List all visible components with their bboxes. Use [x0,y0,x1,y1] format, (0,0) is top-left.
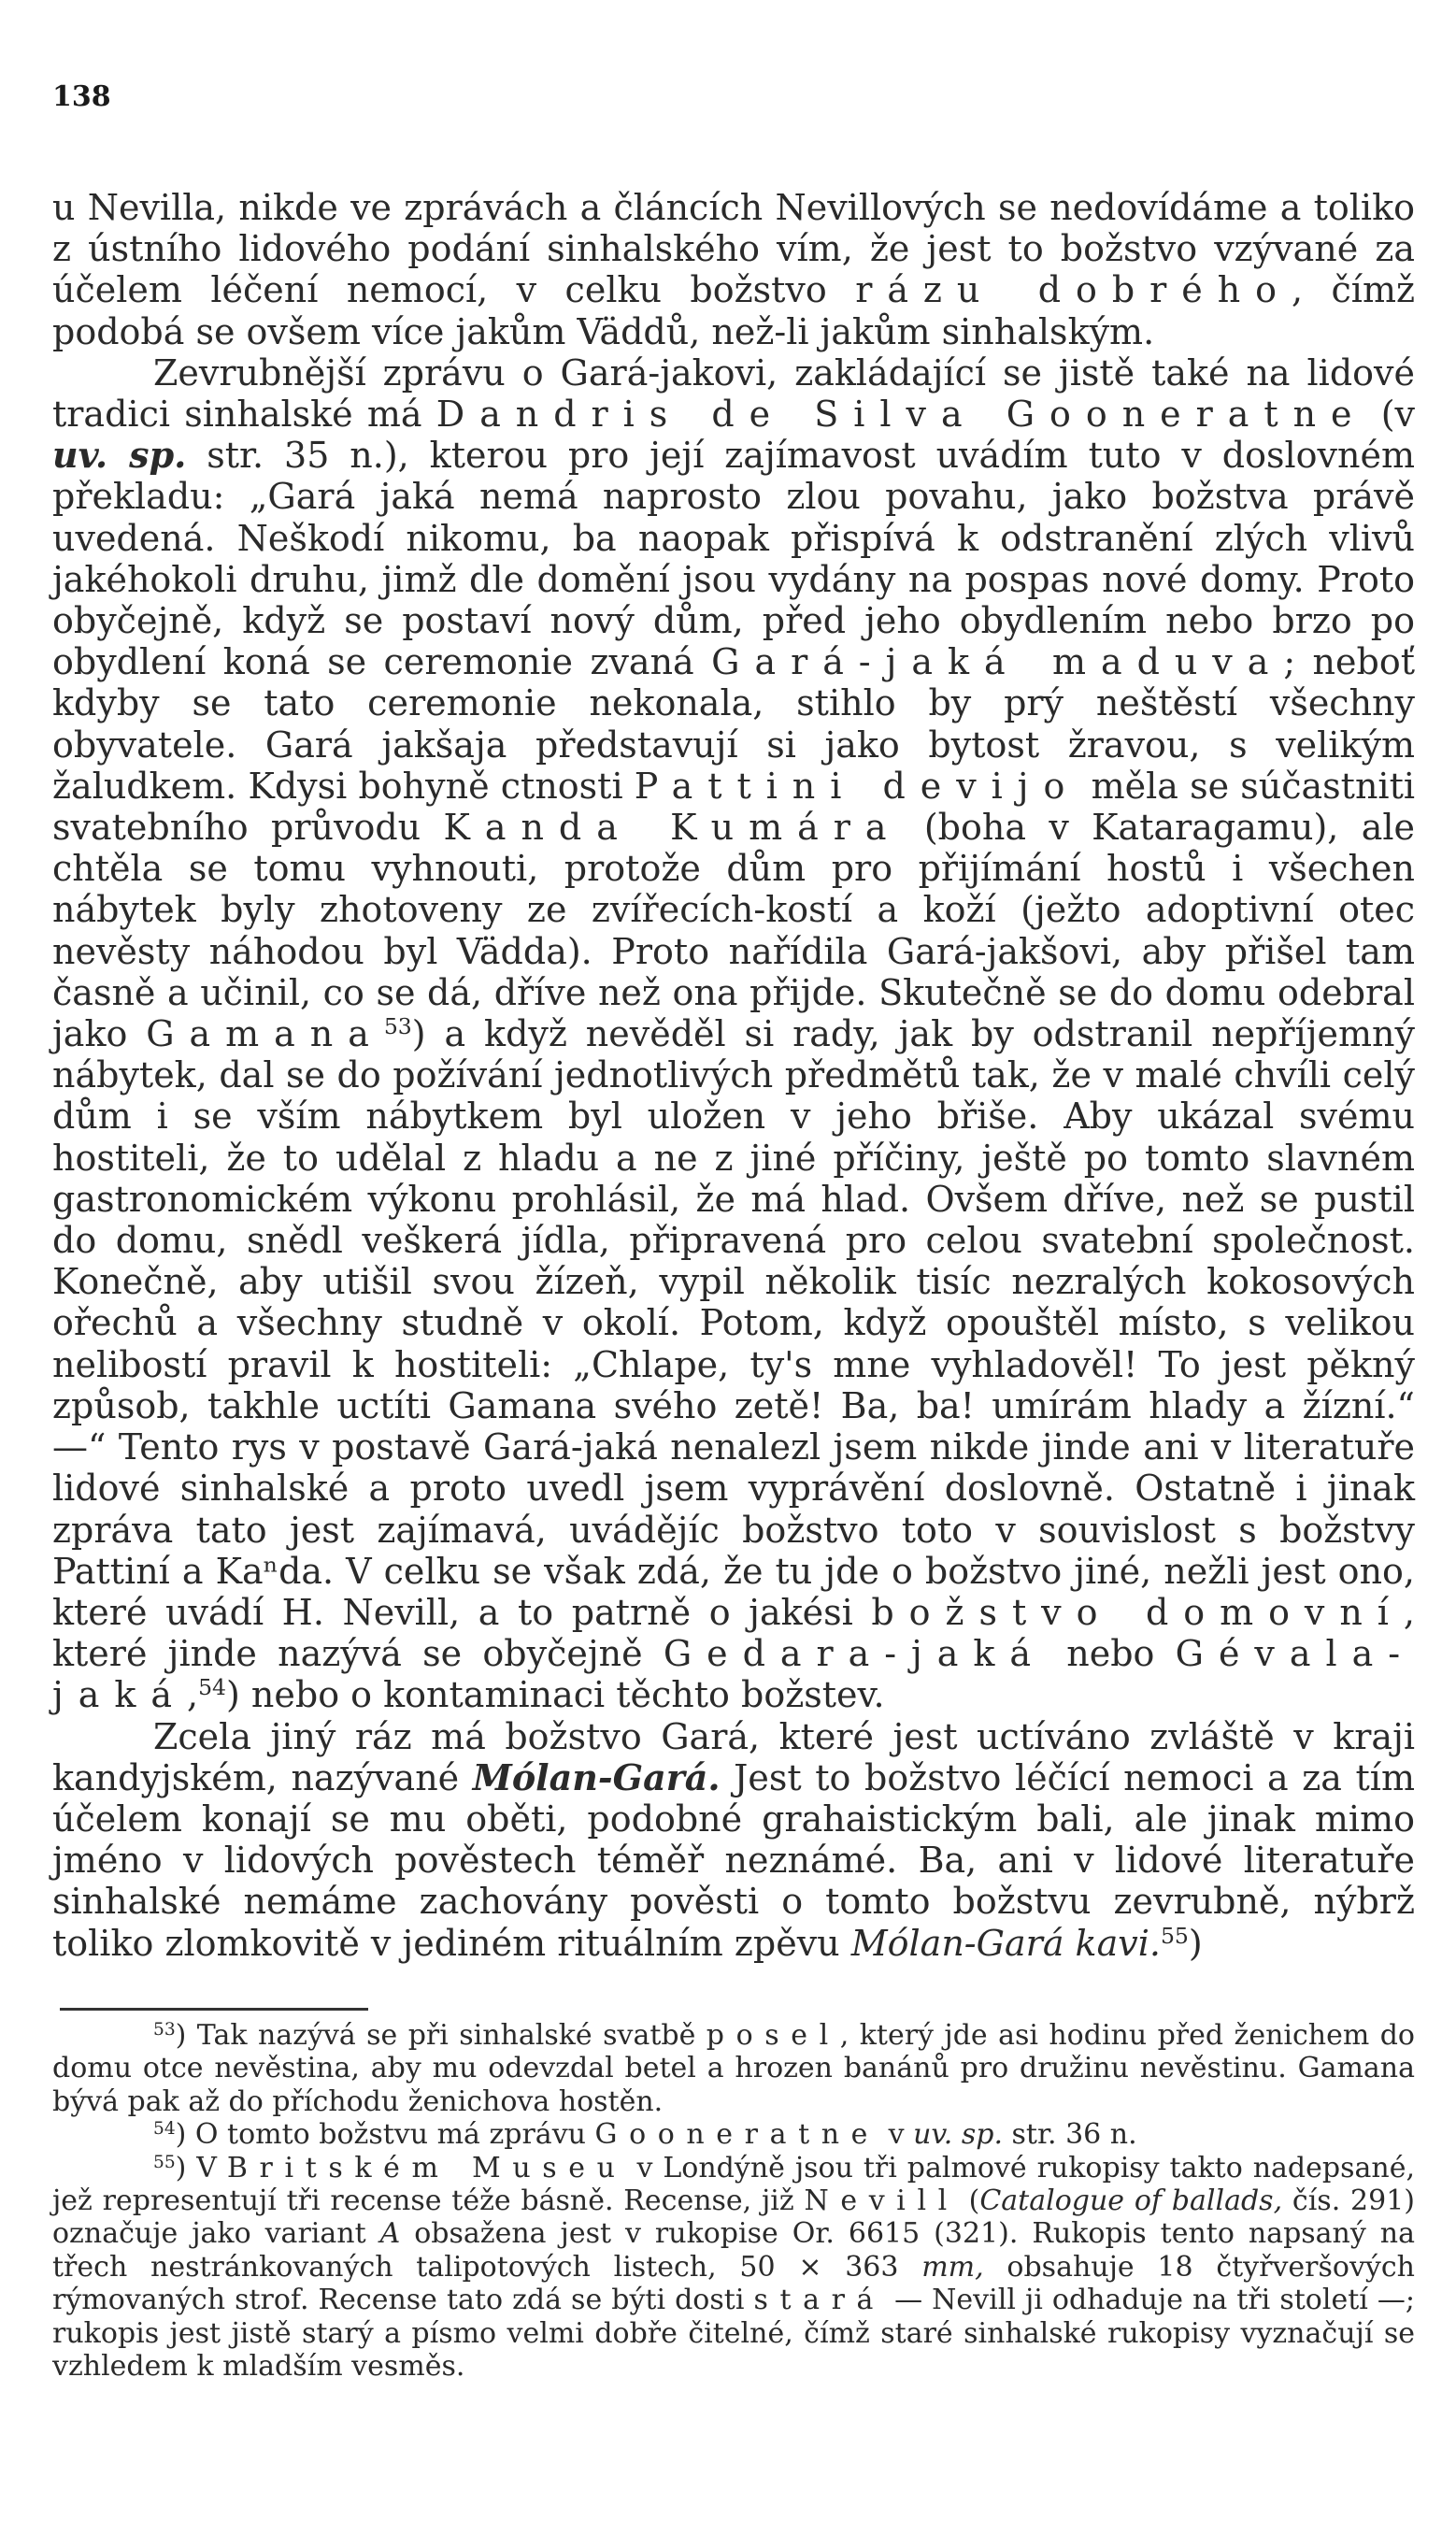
spaced-emphasis: stará [753,2284,886,2317]
text-run: Zevrubnější zprávu o Gará-jakovi, zakládající se jistě také na lidové tradici sinhalské má [52,351,1415,436]
spaced-emphasis: Gamana [146,1013,384,1055]
text-run: (v [1366,394,1415,436]
spaced-emphasis: Gooneratne [594,2118,880,2152]
spaced-emphasis: Kanda Kumára [443,807,902,849]
text-run: ; neboť kdyby se tato ceremonie nekonala, stihlo by prý neštěstí všechny obyvatele. Gará jakšaja představují si jako bytost žravou, s velikým žaludkem. Kdysi bohyně ctnosti [52,641,1415,807]
text-run: ) Tak nazývá se při sinhalské svatbě [175,2019,707,2052]
footnote-divider [60,2008,368,2011]
bold-italic-text: uv. sp. [52,434,187,477]
bold-italic-text: Mólan-Gará. [472,1755,721,1798]
text-run: , které jinde nazývá se obyčejně [52,1591,1415,1675]
text-run: , [186,1674,199,1716]
text-run: , čímž podobá se ovšem více jakům Väddů, než-li jakům sinhalským. [52,269,1416,352]
spaced-emphasis: božstvo domovní [871,1591,1404,1633]
text-run: obsažena jest v rukopise Or. 6615 (321). Rukopis tento napsaný na třech nestránkovaných talipotových listech, 50 × 363 [52,2217,1415,2284]
text-run: — Nevill ji odhaduje na tři století —; rukopis jest jistě starý a písmo velmi dobře čitelné, čímž staré sinhalské rukopisy vyznačují se vzhledem k mladším vesměs. [52,2284,1416,2384]
page-number: 138 [52,80,111,113]
text-run: Zcela jiný ráz má božstvo Gará, které jest uctíváno zvláště v kraji kandyjském, nazývané [52,1715,1415,1798]
italic-text: mm, [921,2250,984,2284]
footnote-marker: 53 [153,2019,176,2040]
footnote-marker: 53 [383,1013,412,1040]
text-run: ) O tomto božstvu má zprávu [175,2118,595,2152]
footnote-marker: 55 [153,2152,176,2172]
text-run: str. 36 n. [1002,2118,1137,2152]
text-run: Jest to božstvo léčící nemoci a za tím účelem konají se mu oběti, podobné grahaistickým bali, ale jinak mimo jméno v lidových pověstech téměř neznámé. Ba, ani v lidové literatuře sinhalské nemáme zachovány pověsti o tomto božstvu zevrubně, nýbrž toliko zlomkovitě v jediném rituálním zpěvu [52,1756,1415,1964]
spaced-emphasis: Gedara-jaká [663,1633,1046,1675]
text-run: ) [1188,1922,1203,1964]
text-run: ) V [175,2151,227,2184]
footnotes [52,2019,1415,2383]
text-run: ) a když nevěděl si rady, jak by odstranil nepříjemný nábytek, dal se do požívání jednotlivých předmětů tak, že v malé chvíli celý dům i se vším nábytkem byl uložen v jeho břiše. Aby ukázal svému hostiteli, že to udělal z hladu a ne z jiné příčiny, ještě po tomto slavném gastronomickém výkonu prohlásil, že má hlad. Ovšem dříve, než se pustil do domu, snědl veškerá jídla, připravená pro celou svatební společnost. Konečně, aby utišil svou žízeň, vypil několik tisíc nezralých kokosových ořechů a všechny studně v okolí. Potom, když opouštěl místo, s velikou nelibostí pravil k hostiteli: „Chlape, ty's mne vyhladověl! To jest pěkný způsob, takhle uctíti Gamana svého zetě! Ba, ba! umírám hlady a žízní.“ —“ Tento rys v postavě Gará-jaká nenalezl jsem nikde jinde ani v literatuře lidové sinhalské a proto uvedl jsem vyprávění doslovně. Ostatně i jinak zpráva tato jest zajímavá, uvádějíc božstvo toto v souvislost s božstvy Pattiní a Kaⁿda. V celku se však zdá, že tu jde o božstvo jiné, nežli jest ono, které uvádí H. Nevill, a to patrně o jakési [52,1013,1415,1633]
italic-text: Mólan-Gará kavi. [850,1922,1161,1964]
footnote-marker: 54 [153,2119,176,2139]
spaced-emphasis: Dandris de Silva Gooneratne [435,394,1367,436]
main-text [52,187,1415,1964]
text-run: ( [958,2184,980,2218]
spaced-emphasis: Britském Museu [226,2151,627,2184]
spaced-emphasis: Pattini devijo [634,765,1080,807]
text-run: u Nevilla, nikde ve zprávách a článcích Nevillových se nedovídáme a toliko z ústního lidového podání sinhalského vím, že jest to božstvo vzývané za účelem léčení nemocí, v celku božstvo [52,187,1415,311]
text-run: v [879,2118,914,2152]
footnote [52,2019,1415,2118]
spaced-emphasis: Gévala-jaká [52,1633,1415,1716]
text-run: str. 35 n.), kterou pro její zajímavost uvádím tuto v doslovném překladu: „Gará jaká nemá naprosto zlou povahu, jako božstva právě uvedená. Neškodí nikomu, ba naopak přispívá k odstranění zlých vlivů jakéhokoli druhu, jimž dle domění jsou vydány na pospas nové domy. Proto obyčejně, když se postaví nový dům, před jeho obydlením nebo brzo po obydlení koná se ceremonie zvaná [52,435,1415,683]
text-run: v Londýně jsou tři palmové rukopisy takto nadepsané, jež representují tři recense téže básně. Recense, již [52,2151,1415,2218]
footnote [52,2152,1415,2384]
text-run: ) nebo o kontaminaci těchto božstev. [226,1674,885,1716]
text-run: obsahuje 18 čtyřveršových rýmovaných strof. Recense tato zdá se býti dosti [52,2250,1415,2317]
italic-text: A [379,2217,401,2251]
text-run: čís. 291) označuje jako variant [52,2184,1415,2251]
text-run: , který jde asi hodinu před ženichem do domu otce nevěstina, aby mu odevzdal betel a hrozen banánů pro družinu nevěstinu. Gamana bývá pak až do příchodu ženichova hostěn. [52,2019,1415,2118]
spaced-emphasis: Nevill [804,2184,959,2218]
spaced-emphasis: posel [706,2019,840,2052]
spaced-emphasis: Gará-jaká maduva [711,641,1284,683]
italic-text: Catalogue of ballads, [979,2184,1283,2218]
footnote [52,2118,1415,2151]
spaced-emphasis: rázu dobrého [855,269,1292,311]
italic-text: uv. sp. [913,2118,1003,2152]
text-run: (boha v Kataragamu), ale chtěla se tomu vyhnouti, protože dům pro přijímání hostů i všechen nábytek byly zhotoveny ze zvířecích-kostí a koží (ježto adoptivní otec nevěsty náhodou byl Vädda). Proto nařídila Gará-jakšovi, aby přišel tam časně a učinil, co se dá, dříve než ona přijde. Skutečně se do domu odebral jako [52,807,1416,1055]
footnote-marker: 54 [198,1674,227,1701]
text-run: nebo [1045,1633,1176,1675]
paragraph [52,352,1415,1716]
footnote-marker: 55 [1160,1922,1189,1949]
text-run: měla se súčastniti svatebního průvodu [52,765,1416,849]
paragraph [52,1716,1415,1964]
paragraph [52,187,1415,352]
